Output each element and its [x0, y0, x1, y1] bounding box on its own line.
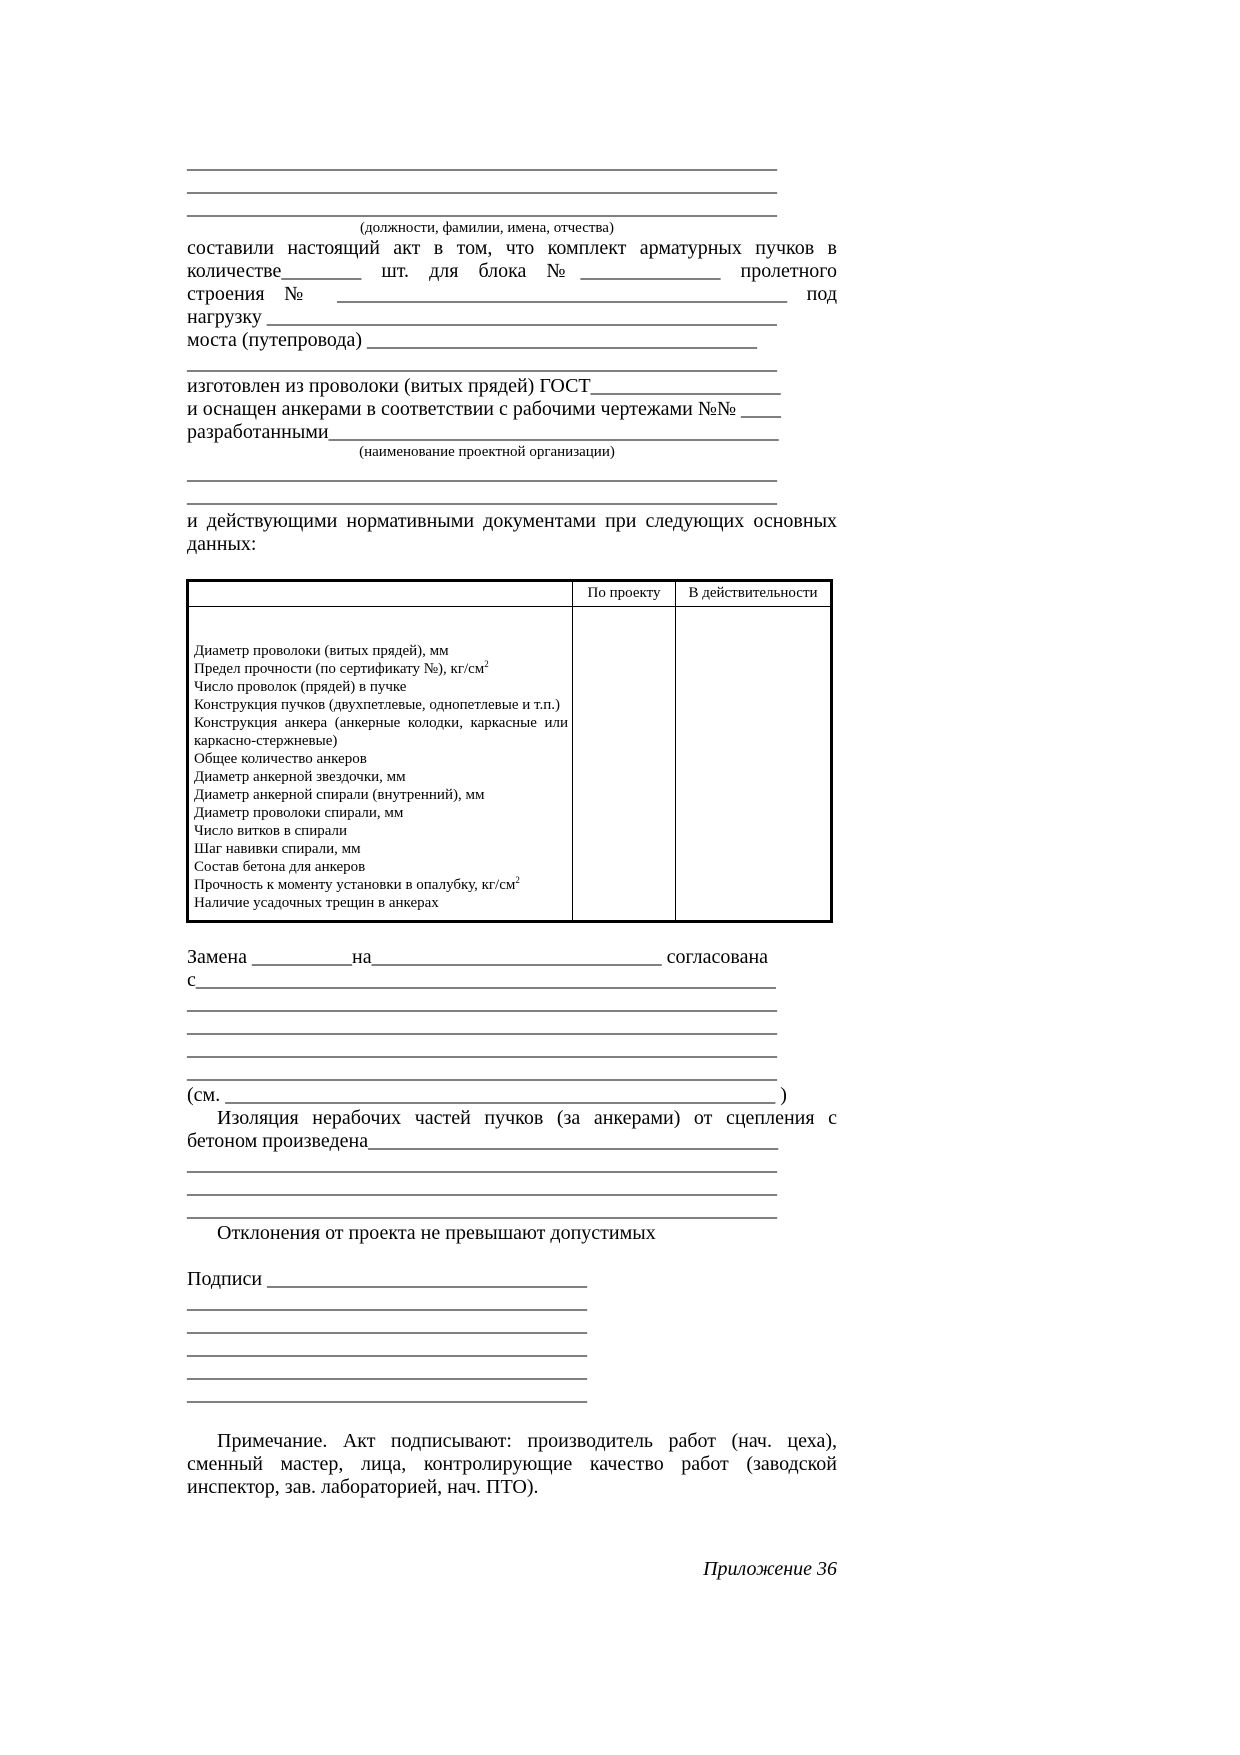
blank-line[interactable]: ___________________________________________________________ [187, 1061, 777, 1083]
replacement-line: с__________________________________________________________ [187, 969, 776, 991]
header-actual: В действительности [676, 581, 832, 607]
see-reference-line: (см. _______________________________________________________ ) [187, 1084, 787, 1106]
param-text: Конструкция анкера (анкерные колодки, каркасные или каркасно-стержневые) [194, 715, 568, 749]
signatures-label: Подписи ________________________________ [187, 1268, 588, 1290]
param-row [194, 714, 568, 750]
param-row [194, 678, 568, 696]
isolation-line: бетоном произведена_________________________________________ [187, 1130, 779, 1152]
param-superscript: 2 [515, 875, 520, 885]
blank-line[interactable]: ___________________________________________________________ [187, 151, 777, 173]
blank-line[interactable]: ___________________________________________________________ [187, 485, 777, 507]
param-text: Число проволок (прядей) в пучке [194, 679, 407, 695]
param-text: Диаметр проволоки (витых прядей), мм [194, 643, 449, 659]
param-row [194, 642, 568, 660]
param-list [189, 607, 572, 920]
param-text: Диаметр анкерной спирали (внутренний), мм [194, 787, 485, 803]
param-text: Предел прочности (по сертификату №), кг/см [194, 661, 485, 677]
intro-line: моста (путепровода) _______________________________________ [187, 329, 758, 351]
blank-line[interactable]: ___________________________________________________________ [187, 352, 777, 374]
blank-line[interactable]: ___________________________________________________________ [187, 462, 777, 484]
intro-line: нагрузку ___________________________________________________ [187, 306, 777, 328]
actual-cell[interactable] [676, 607, 832, 922]
intro-line: изготовлен из проволоки (витых прядей) ГОСТ___________________ [187, 375, 781, 397]
intro-line: количестве________ шт. для блока №______________ пролетного [187, 260, 837, 282]
caption-organization: (наименование проектной организации) [359, 444, 615, 460]
param-row [194, 660, 568, 678]
deviations-text: Отклонения от проекта не превышают допустимых [217, 1222, 656, 1244]
param-row [194, 786, 568, 804]
intro-line: и оснащен анкерами в соответствии с рабочими чертежами №№ ____ [187, 398, 782, 420]
note-line: инспектор, зав. лабораторией, нач. ПТО). [187, 1476, 539, 1498]
signature-line[interactable]: ________________________________________ [187, 1314, 587, 1336]
blank-line[interactable]: ___________________________________________________________ [187, 197, 777, 219]
param-text: Диаметр анкерной звездочки, мм [194, 769, 406, 785]
param-row [194, 858, 568, 876]
data-intro-line: и действующими нормативными документами при следующих основных [187, 510, 837, 532]
param-row [194, 750, 568, 768]
param-text: Шаг навивки спирали, мм [194, 841, 361, 857]
intro-line: строения № _____________________________________________ под [187, 283, 837, 305]
header-by-project: По проекту [573, 581, 676, 607]
isolation-line: Изоляция нерабочих частей пучков (за анкерами) от сцепления с [217, 1107, 837, 1129]
param-text: Диаметр проволоки спирали, мм [194, 805, 404, 821]
param-list-cell [188, 607, 573, 922]
param-row [194, 822, 568, 840]
replacement-line: Замена __________на_____________________________ согласована [187, 946, 769, 968]
signature-line[interactable]: ________________________________________ [187, 1360, 587, 1382]
header-param-empty [188, 581, 573, 607]
signature-line[interactable]: ________________________________________ [187, 1337, 587, 1359]
param-superscript: 2 [484, 659, 489, 669]
caption-persons: (должности, фамилии, имена, отчества) [360, 220, 614, 236]
param-row [194, 804, 568, 822]
param-text: Общее количество анкеров [194, 751, 367, 767]
param-text: Конструкция пучков (двухпетлевые, однопетлевые и т.п.) [194, 697, 560, 713]
param-row [194, 840, 568, 858]
param-text: Прочность к моменту установки в опалубку, кг/см [194, 877, 516, 893]
appendix-label: Приложение 36 [703, 1558, 837, 1580]
param-row [194, 876, 568, 894]
signature-line[interactable]: ________________________________________ [187, 1291, 587, 1313]
signature-line[interactable]: ________________________________________ [187, 1383, 587, 1405]
blank-line[interactable]: ___________________________________________________________ [187, 1176, 777, 1198]
intro-line: разработанными_____________________________________________ [187, 421, 779, 443]
parameters-table [186, 579, 833, 923]
param-text: Число витков в спирали [194, 823, 348, 839]
param-row [194, 696, 568, 714]
by-project-cell[interactable] [573, 607, 676, 922]
param-text: Наличие усадочных трещин в анкерах [194, 895, 439, 911]
note-line: Примечание. Акт подписывают: производитель работ (нач. цеха), [217, 1430, 837, 1452]
data-intro-line: данных: [187, 533, 257, 555]
blank-line[interactable]: ___________________________________________________________ [187, 1015, 777, 1037]
param-row [194, 768, 568, 786]
blank-line[interactable]: ___________________________________________________________ [187, 1199, 777, 1221]
blank-line[interactable]: ___________________________________________________________ [187, 174, 777, 196]
blank-line[interactable]: ___________________________________________________________ [187, 1153, 777, 1175]
blank-line[interactable]: ___________________________________________________________ [187, 992, 777, 1014]
param-text: Состав бетона для анкеров [194, 859, 366, 875]
intro-line: составили настоящий акт в том, что комплект арматурных пучков в [187, 237, 837, 259]
note-line: сменный мастер, лица, контролирующие качество работ (заводской [187, 1453, 837, 1475]
blank-line[interactable]: ___________________________________________________________ [187, 1038, 777, 1060]
param-row [194, 894, 568, 912]
